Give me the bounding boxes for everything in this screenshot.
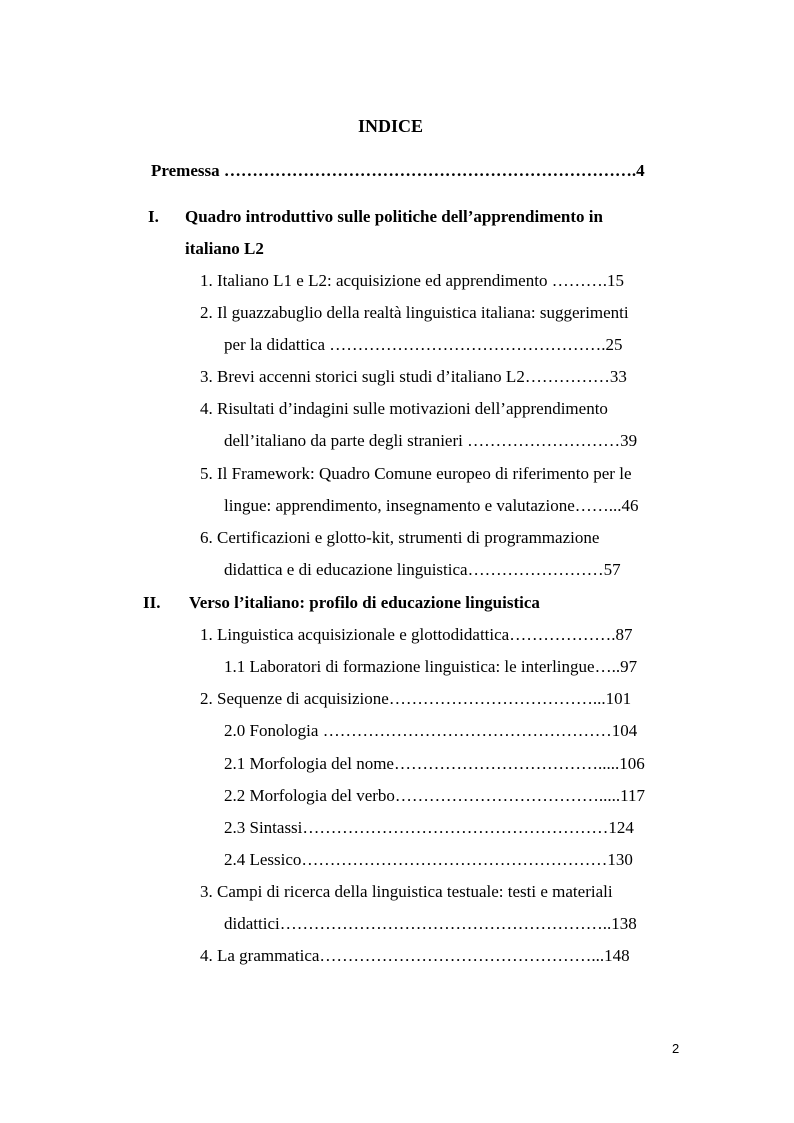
toc-entry-cont: didattica e di educazione linguistica……………………57 [224, 560, 621, 579]
toc-chapter-number-1: I. [148, 207, 159, 226]
toc-chapter-title-1-cont: italiano L2 [185, 239, 264, 258]
toc-subentry: 1.1 Laboratori di formazione linguistica: le interlingue…..97 [224, 657, 638, 676]
toc-chapter-title-2: Verso l’italiano: profilo di educazione linguistica [189, 593, 540, 612]
toc-entry: 2. Sequenze di acquisizione………………………………...101 [200, 689, 632, 708]
toc-entry: 4. La grammatica…………………………………………...148 [200, 946, 630, 965]
toc-subentry: 2.3 Sintassi………………………………………………124 [224, 818, 634, 837]
toc-chapter-number-2: II. [143, 593, 161, 612]
toc-entry: 1. Italiano L1 e L2: acquisizione ed apprendimento ……….15 [200, 271, 624, 290]
toc-entry-cont: lingue: apprendimento, insegnamento e valutazione……...46 [224, 496, 639, 515]
page-title: INDICE [358, 116, 424, 136]
toc-entry: 6. Certificazioni e glotto-kit, strumenti di programmazione [200, 528, 600, 547]
toc-entry-cont: didattici…………………………………………………..138 [224, 914, 637, 933]
toc-entry: 4. Risultati d’indagini sulle motivazioni dell’apprendimento [200, 399, 608, 418]
toc-entry-premessa: Premessa ……………………………………………………………….4 [151, 161, 645, 180]
toc-entry: 3. Brevi accenni storici sugli studi d’italiano L2……………33 [200, 367, 627, 386]
toc-entry: 2. Il guazzabuglio della realtà linguistica italiana: suggerimenti [200, 303, 629, 322]
toc-entry: 3. Campi di ricerca della linguistica testuale: testi e materiali [200, 882, 613, 901]
toc-subentry: 2.1 Morfologia del nome……………………………….....106 [224, 754, 645, 773]
page-number: 2 [672, 1041, 680, 1056]
toc-subentry: 2.4 Lessico………………………………………………130 [224, 850, 633, 869]
toc-subentry: 2.2 Morfologia del verbo……………………………….....117 [224, 786, 646, 805]
toc-entry-cont: dell’italiano da parte degli stranieri ………………………39 [224, 431, 638, 450]
toc-entry: 5. Il Framework: Quadro Comune europeo di riferimento per le [200, 464, 632, 483]
toc-entry: 1. Linguistica acquisizionale e glottodidattica……………….87 [200, 625, 633, 644]
toc-chapter-title-1: Quadro introduttivo sulle politiche dell’apprendimento in [185, 207, 603, 226]
toc-entry-cont: per la didattica ………………………………………….25 [224, 335, 623, 354]
toc-subentry: 2.0 Fonologia ……………………………………………104 [224, 721, 638, 740]
